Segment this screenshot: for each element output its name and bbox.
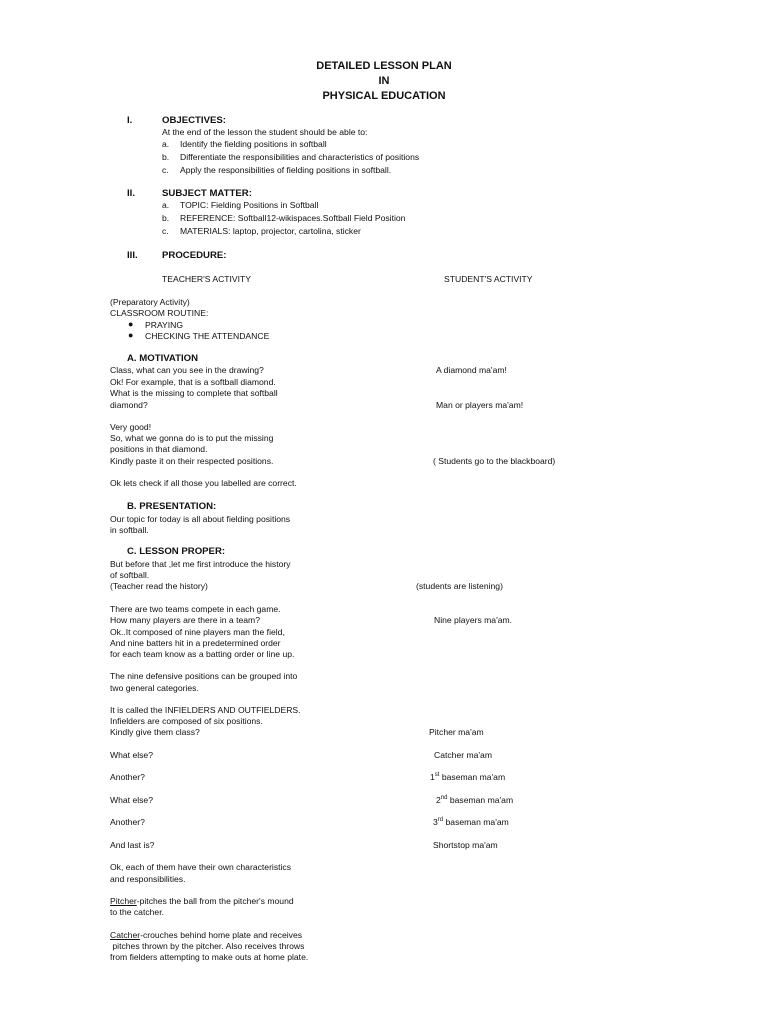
lesson-teacher-line: of softball. — [110, 570, 150, 580]
ordinal-suffix: rd — [437, 817, 444, 824]
subject-letter-b: b. — [162, 213, 170, 223]
motivation-student-answer: Man or players ma'am! — [436, 400, 524, 410]
ordinal-answer: baseman ma'am — [441, 772, 506, 782]
lesson-teacher-line: (Teacher read the history) — [110, 581, 208, 591]
routine-item-praying: PRAYING — [145, 320, 184, 330]
ordinal-number: 2 — [436, 795, 441, 805]
lesson-proper-heading: C. LESSON PROPER: — [127, 546, 226, 557]
subject-letter-c: c. — [162, 226, 169, 236]
catcher-term: Catcher — [110, 930, 141, 940]
presentation-line: in softball. — [110, 525, 149, 535]
lesson-teacher-line: two general categories. — [110, 683, 199, 693]
teacher-activity-column-header: TEACHER'S ACTIVITY — [162, 274, 252, 284]
lesson-teacher-line: Ok..It composed of nine players man the field, — [110, 627, 285, 637]
pitcher-term: Pitcher — [110, 896, 137, 906]
classroom-routine-label: CLASSROOM ROUTINE: — [110, 308, 209, 318]
motivation-teacher-line: Ok lets check if all those you labelled are correct. — [110, 478, 297, 488]
lesson-teacher-line: What else? — [110, 795, 153, 805]
lesson-student-answer: Catcher ma'am — [434, 750, 492, 760]
bullet-icon: ● — [128, 319, 134, 329]
lesson-teacher-line: And last is? — [110, 840, 155, 850]
ordinal-number: 3 — [433, 817, 438, 827]
objective-item-c: Apply the responsibilities of fielding positions in softball. — [180, 165, 392, 175]
bullet-icon: ● — [128, 330, 134, 340]
objectives-roman: I. — [127, 115, 133, 126]
lesson-teacher-line: What else? — [110, 750, 153, 760]
procedure-heading: PROCEDURE: — [162, 250, 227, 261]
ordinal-suffix: st — [434, 772, 440, 779]
motivation-teacher-line: What is the missing to complete that softball — [110, 388, 278, 398]
catcher-desc: -crouches behind home plate and receives — [140, 930, 303, 940]
presentation-heading: B. PRESENTATION: — [127, 501, 217, 512]
subject-item-materials: MATERIALS: laptop, projector, cartolina, sticker — [180, 226, 361, 236]
subject-item-topic: TOPIC: Fielding Positions in Softball — [180, 200, 319, 210]
lesson-student-answer: Pitcher ma'am — [429, 727, 484, 737]
objective-letter-c: c. — [162, 165, 169, 175]
ordinal-suffix: nd — [440, 795, 448, 802]
subject-matter-heading: SUBJECT MATTER: — [162, 188, 252, 199]
subject-letter-a: a. — [162, 200, 170, 210]
motivation-heading: A. MOTIVATION — [127, 353, 199, 364]
document-title-line-1: DETAILED LESSON PLAN — [316, 60, 452, 72]
motivation-teacher-line: Kindly paste it on their respected positions. — [110, 456, 274, 466]
ordinal-answer: baseman ma'am — [449, 795, 514, 805]
motivation-teacher-line: positions in that diamond. — [110, 444, 208, 454]
lesson-student-answer: (students are listening) — [416, 581, 503, 591]
pitcher-definition — [110, 896, 294, 907]
lesson-teacher-line: Infielders are composed of six positions. — [110, 716, 263, 726]
motivation-teacher-line: So, what we gonna do is to put the missing — [110, 433, 274, 443]
objectives-heading: OBJECTIVES: — [162, 115, 226, 126]
motivation-teacher-line: Ok! For example, that is a softball diamond. — [110, 377, 276, 387]
motivation-teacher-line: diamond? — [110, 400, 148, 410]
subject-matter-roman: II. — [127, 188, 135, 199]
pitcher-definition-cont: to the catcher. — [110, 907, 164, 917]
lesson-teacher-line: Another? — [110, 817, 145, 827]
routine-item-attendance: CHECKING THE ATTENDANCE — [145, 331, 270, 341]
motivation-student-answer: A diamond ma'am! — [436, 365, 507, 375]
lesson-student-answer: Shortstop ma'am — [433, 840, 498, 850]
subject-item-reference: REFERENCE: Softball12-wikispaces.Softball Field Position — [180, 213, 406, 223]
presentation-line: Our topic for today is all about fielding positions — [110, 514, 291, 524]
lesson-teacher-line: Ok, each of them have their own characteristics — [110, 862, 292, 872]
lesson-student-answer: Nine players ma'am. — [434, 615, 513, 625]
motivation-student-answer: ( Students go to the blackboard) — [433, 456, 556, 466]
motivation-teacher-line: Class, what can you see in the drawing? — [110, 365, 264, 375]
lesson-teacher-line: But before that ,let me first introduce the history — [110, 559, 291, 569]
lesson-student-answer-third-baseman — [433, 817, 509, 828]
pitcher-desc: -pitches the ball from the pitcher's mound — [136, 896, 294, 906]
lesson-teacher-line: The nine defensive positions can be grouped into — [110, 671, 298, 681]
objective-item-b: Differentiate the responsibilities and characteristics of positions — [180, 152, 420, 162]
catcher-definition-cont: from fielders attempting to make outs at home plate. — [110, 952, 309, 962]
document-title-line-2: IN — [378, 75, 390, 87]
student-activity-column-header: STUDENT'S ACTIVITY — [444, 274, 533, 284]
lesson-teacher-line: There are two teams compete in each game. — [110, 604, 281, 614]
lesson-teacher-line: Another? — [110, 772, 145, 782]
lesson-teacher-line: and responsibilities. — [110, 874, 186, 884]
ordinal-number: 1 — [430, 772, 435, 782]
objective-item-a: Identify the fielding positions in softball — [180, 139, 327, 149]
objective-letter-a: a. — [162, 139, 170, 149]
lesson-student-answer-first-baseman — [430, 772, 505, 783]
lesson-teacher-line: for each team know as a batting order or line up. — [110, 649, 295, 659]
catcher-definition-cont: pitches thrown by the pitcher. Also receives throws — [110, 941, 305, 951]
document-title-line-3: PHYSICAL EDUCATION — [322, 90, 446, 102]
procedure-roman: III. — [127, 250, 138, 261]
objective-letter-b: b. — [162, 152, 170, 162]
objectives-intro: At the end of the lesson the student should be able to: — [162, 127, 368, 137]
lesson-student-answer-second-baseman — [436, 795, 513, 806]
preparatory-label: (Preparatory Activity) — [110, 297, 190, 307]
lesson-teacher-line: Kindly give them class? — [110, 727, 200, 737]
ordinal-answer: baseman ma'am — [445, 817, 509, 827]
catcher-definition — [110, 930, 302, 941]
motivation-teacher-line: Very good! — [110, 422, 152, 432]
lesson-teacher-line: It is called the INFIELDERS AND OUTFIELDERS. — [110, 705, 301, 715]
lesson-teacher-line: How many players are there in a team? — [110, 615, 260, 625]
lesson-teacher-line: And nine batters hit in a predetermined order — [110, 638, 281, 648]
